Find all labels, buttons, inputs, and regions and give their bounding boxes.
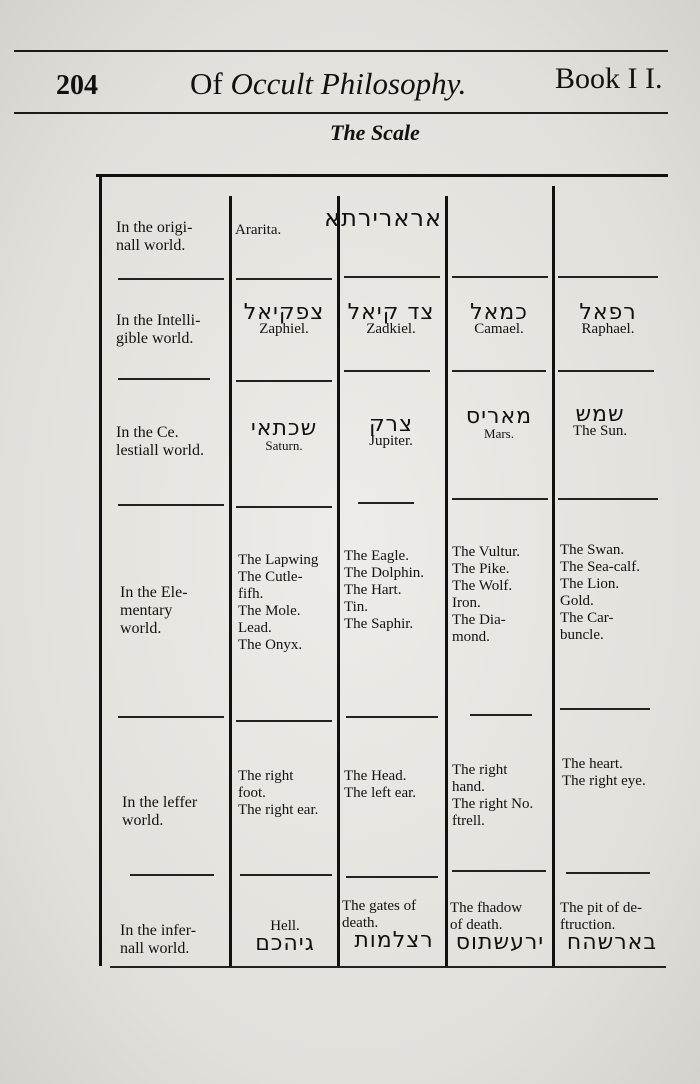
row-label-line: world. <box>122 812 164 829</box>
cell-lesser-col4 <box>562 756 646 790</box>
row-label-elementary-world <box>120 584 188 638</box>
cell-intelligible-col2 <box>342 300 440 338</box>
hebrew-name: שמש <box>575 402 625 427</box>
cell-text: The Cutle- <box>238 569 303 585</box>
cell-text: The Mole. <box>238 603 301 619</box>
cell-text: buncle. <box>560 627 604 643</box>
row-separator <box>240 874 332 876</box>
cell-text: The Lion. <box>560 576 620 592</box>
cell-text: fifh. <box>238 586 264 602</box>
column-divider-2 <box>337 196 340 966</box>
hebrew-name: כמאל <box>470 300 528 325</box>
hebrew-name: גיהכם <box>255 931 315 956</box>
cell-text: The right <box>238 768 294 784</box>
hebrew-name: מאריס <box>465 404 533 429</box>
cell-celestial-col3 <box>450 404 548 442</box>
row-label-line: In the origi- <box>116 219 193 236</box>
hebrew-name: צרק <box>368 412 414 437</box>
cell-infernal-col4 <box>560 900 664 955</box>
row-separator <box>118 278 224 280</box>
row-separator <box>346 716 438 718</box>
row-separator <box>236 506 332 508</box>
row-separator <box>452 498 548 500</box>
row-separator <box>118 716 224 718</box>
row-separator <box>358 502 414 504</box>
cell-text: Lead. <box>238 620 272 636</box>
header-bottom-rule <box>14 112 668 114</box>
cell-text: Mars. <box>484 426 514 441</box>
cell-text: The fhadow <box>450 900 523 916</box>
column-divider-1 <box>229 196 232 966</box>
cell-text: Zaphiel. <box>259 321 309 337</box>
row-label-line: mentary <box>120 602 173 619</box>
hebrew-name: שכתאי <box>250 416 318 441</box>
cell-infernal-col1 <box>238 918 332 956</box>
row-separator <box>452 370 546 372</box>
cell-intelligible-col3 <box>450 300 548 338</box>
cell-text: foot. <box>238 785 266 801</box>
cell-infernal-col3 <box>450 900 550 955</box>
hebrew-name: ירעשתוס <box>455 930 545 955</box>
running-title <box>190 66 466 102</box>
row-separator <box>560 708 650 710</box>
hebrew-name: צפקיאל <box>243 300 325 325</box>
cell-text: The right <box>452 762 508 778</box>
book-label: Book I I. <box>555 62 663 95</box>
row-separator <box>558 276 658 278</box>
table-left-border <box>99 176 102 966</box>
cell-text: Camael. <box>474 321 524 337</box>
cell-elementary-col1 <box>238 552 318 654</box>
row-separator <box>236 380 332 382</box>
row-label-lesser-world <box>122 794 197 830</box>
cell-text: The gates of <box>342 898 417 914</box>
row-separator <box>452 276 548 278</box>
cell-text: The Vultur. <box>452 544 520 560</box>
row-label-intelligible-world <box>116 312 200 348</box>
row-label-line: gible world. <box>116 330 194 347</box>
row-label-infernal-world <box>120 922 196 958</box>
cell-text: mond. <box>452 629 490 645</box>
cell-text: The pit of de- <box>560 900 643 916</box>
cell-text: The Saphir. <box>344 616 414 632</box>
row-separator <box>118 378 210 380</box>
cell-text: The Sun. <box>572 423 628 439</box>
row-separator <box>558 370 654 372</box>
row-label-celestial-world <box>116 424 204 460</box>
hebrew-name: צד קיאל <box>347 300 435 325</box>
cell-text: Jupiter. <box>369 433 413 449</box>
row-separator <box>236 720 332 722</box>
row-separator <box>558 498 658 500</box>
row-label-line: In the infer- <box>120 922 197 939</box>
cell-lesser-col3 <box>452 762 533 830</box>
cell-text: Saturn. <box>265 438 303 453</box>
cell-text: The right eye. <box>562 773 646 789</box>
cell-celestial-col1 <box>236 416 332 454</box>
column-divider-3 <box>445 196 448 966</box>
cell-text: The heart. <box>562 756 623 772</box>
row-separator <box>346 876 438 878</box>
cell-text: of death. <box>450 917 503 933</box>
cell-text: The Eagle. <box>344 548 409 564</box>
row-separator <box>470 714 532 716</box>
cell-text: The left ear. <box>344 785 417 801</box>
column-divider-4 <box>552 186 555 966</box>
row-label-original-world <box>116 219 192 255</box>
cell-text: The Pike. <box>452 561 510 577</box>
cell-intelligible-col4 <box>558 300 658 338</box>
row-separator <box>344 370 430 372</box>
running-title-rest: Occult Philosophy. <box>230 66 467 101</box>
cell-text: The Dolphin. <box>344 565 424 581</box>
cell-text: The Head. <box>344 768 407 784</box>
cell-text: death. <box>342 915 379 931</box>
cell-text: Raphael. <box>581 321 635 337</box>
cell-elementary-col2 <box>344 548 424 633</box>
row-label-line: In the Intelli- <box>116 312 201 329</box>
cell-text: The Hart. <box>344 582 402 598</box>
cell-text: The Lapwing <box>238 552 319 568</box>
cell-text: The Onyx. <box>238 637 303 653</box>
cell-infernal-col2 <box>342 898 446 953</box>
cell-text: Gold. <box>560 593 594 609</box>
row-label-line: In the Ele- <box>120 584 188 601</box>
cell-text: The right ear. <box>238 802 319 818</box>
page-number: 204 <box>56 70 98 101</box>
cell-intelligible-col1 <box>236 300 332 338</box>
cell-text: Hell. <box>270 918 300 934</box>
row-separator <box>344 276 440 278</box>
cell-text: Ararita. <box>235 222 282 238</box>
row-separator <box>566 872 650 874</box>
cell-text: Zadkiel. <box>366 321 416 337</box>
cell-text: hand. <box>452 779 485 795</box>
cell-lesser-col1 <box>238 768 318 819</box>
header-top-rule <box>14 50 668 52</box>
hebrew-name: רפאל <box>579 300 637 325</box>
cell-elementary-col4 <box>560 542 640 644</box>
cell-lesser-col2 <box>344 768 416 802</box>
cell-original-hebrew: ארארירתא <box>324 204 442 232</box>
cell-text: ftrell. <box>452 813 485 829</box>
table-bottom-border <box>110 966 666 968</box>
table-top-border <box>96 174 668 177</box>
row-label-line: lestiall world. <box>116 442 204 459</box>
row-label-line: In the Ce. <box>116 424 179 441</box>
row-separator <box>118 504 224 506</box>
row-label-line: world. <box>120 620 162 637</box>
cell-text: Tin. <box>344 599 369 615</box>
cell-text: ftruction. <box>560 917 616 933</box>
cell-elementary-col3 <box>452 544 520 646</box>
cell-text: The Dia- <box>452 612 506 628</box>
cell-text: The Wolf. <box>452 578 513 594</box>
cell-celestial-col2 <box>342 412 440 450</box>
hebrew-name: רצלמות <box>354 928 434 953</box>
cell-text: The right No. <box>452 796 534 812</box>
row-separator <box>236 278 332 280</box>
cell-text: Iron. <box>452 595 481 611</box>
hebrew-name: בארשהח <box>566 930 658 955</box>
running-title-of: Of <box>190 66 223 101</box>
table-caption: The Scale <box>330 120 420 145</box>
row-separator <box>130 874 214 876</box>
row-label-line: nall world. <box>116 237 186 254</box>
row-separator <box>452 870 546 872</box>
cell-celestial-col4 <box>558 402 642 440</box>
row-label-line: nall world. <box>120 940 190 957</box>
row-label-line: In the leffer <box>122 794 198 811</box>
cell-original-col1 <box>235 222 281 239</box>
cell-text: The Car- <box>560 610 614 626</box>
cell-text: The Sea-calf. <box>560 559 640 575</box>
cell-text: The Swan. <box>560 542 625 558</box>
